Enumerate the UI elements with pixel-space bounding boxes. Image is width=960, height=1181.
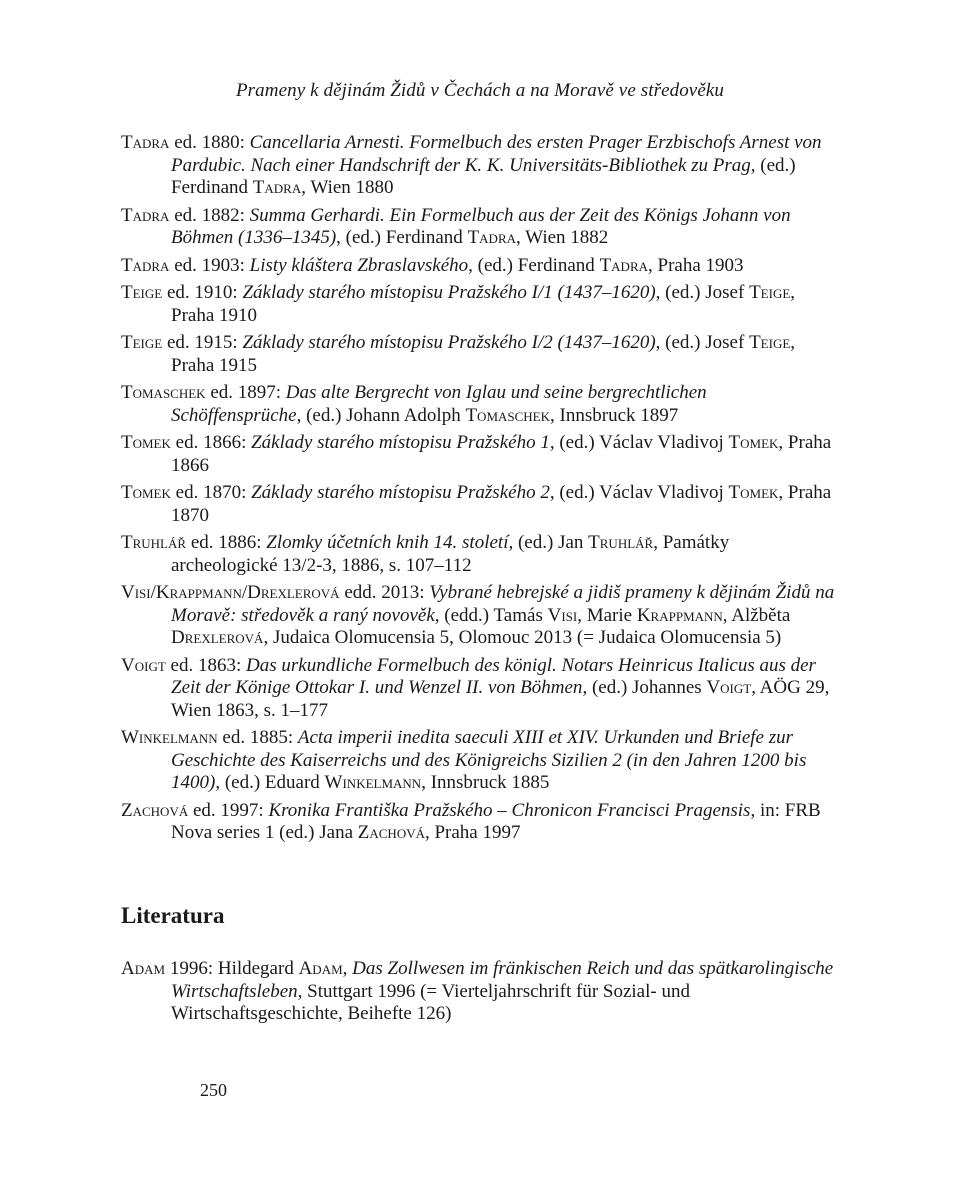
editor-name: Voigt [706,677,752,698]
entry-author: Teige [121,282,163,303]
entry-title: Das urkundliche Formelbuch des königl. Notars Heinricus Italicus aus der Zeit der Könige Ottokar I. und Wenzel II. von Böhmen [171,654,816,698]
entry-title: Základy starého místopisu Pražského I/2 (1437–1620) [242,332,656,353]
bib-entry: Teige ed. 1915: Základy starého místopisu Pražského I/2 (1437–1620), (ed.) Josef Teige, Praha 1915 [121,332,796,376]
editor-name: Drexlerová [171,627,264,648]
editor-name: Zachová [357,822,425,843]
editor-name: Krappmann [636,604,723,626]
entry-title: Acta imperii inedita saeculi XIII et XIV. Urkunden und Briefe zur Geschichte des Kaiserreichs und des Königreichs Sizilien 2 (in den Jahren 1200 bis 1400) [171,727,807,793]
page-number: 250 [200,1080,227,1100]
entry-title: Cancellaria Arnesti. Formelbuch des ersten Prager Erzbischofs Arnest von Pardubic. Nach einer Handschrift der K. K. Universitäts-Bibliothek zu Prag [171,132,822,176]
entry-title: Kronika Františka Pražského – Chronicon Francisci Pragensis [268,799,751,821]
editor-name: Truhlář [588,532,654,553]
entry-author: Teige [121,332,163,353]
bib-entry: Tomek ed. 1870: Základy starého místopisu Pražského 2, (ed.) Václav Vladivoj Tomek, Praha 1870 [121,482,832,526]
entry-title: Základy starého místopisu Pražského 1 [251,432,550,453]
section-heading: Literatura [121,903,225,928]
bib-entry: Zachová ed. 1997: Kronika Františka Pražského – Chronicon Francisci Pragensis, in: FRB Nova series 1 (ed.) Jana Zachová, Praha 1997 [121,799,821,843]
editor-name: Teige [749,282,791,303]
editor-name: Tadra [467,227,517,248]
bib-entry: Visi/Krappmann/Drexlerová edd. 2013: Vybrané hebrejské a jidiš prameny k dějinám Židů na Moravě: středověk a raný novověk, (edd.) Tamás Visi, Marie Krappmann, Alžběta Drexlerová, Judaica Olomucensia 5, Olomouc 2013 (= Judaica Olomucensia 5) [121,582,835,648]
bib-entry: Tomek ed. 1866: Základy starého místopisu Pražského 1, (ed.) Václav Vladivoj Tomek, Praha 1866 [121,432,832,476]
bib-entry: Truhlář ed. 1886: Zlomky účetních knih 14. století, (ed.) Jan Truhlář, Památky archeologické 13/2-3, 1886, s. 107–112 [121,532,730,576]
entry-author: Tadra [121,204,170,226]
bib-entry: Tomaschek ed. 1897: Das alte Bergrecht von Iglau und seine bergrechtlichen Schöffensprüche, (ed.) Johann Adolph Tomaschek, Innsbruck 1897 [121,382,707,426]
editor-name: Tadra [252,177,302,198]
editor-name: Tomek [728,432,779,453]
entry-author: Tadra [121,254,170,276]
editor-name: Tomek [728,482,779,503]
entry-author: Winkelmann [121,727,218,748]
entry-title: Základy starého místopisu Pražského 2 [251,482,550,503]
entry-author: Tomek [121,432,171,453]
bib-entry: Tadra ed. 1880: Cancellaria Arnesti. Formelbuch des ersten Prager Erzbischofs Arnest von Pardubic. Nach einer Handschrift der K. K. Universitäts-Bibliothek zu Prag, (ed.) Ferdinand Tadra, Wien 1880 [121,132,822,198]
bib-entry: Teige ed. 1910: Základy starého místopisu Pražského I/1 (1437–1620), (ed.) Josef Teige, Praha 1910 [121,282,796,326]
entry-author: Visi/Krappmann/Drexlerová [121,582,340,603]
editor-name: Tomaschek [465,404,551,426]
entry-title: Zlomky účetních knih 14. století [266,532,509,553]
entry-title: Vybrané hebrejské a jidiš prameny k dějinám Židů na Moravě: středověk a raný novověk [171,582,835,626]
sources-bibliography [121,132,836,850]
bib-entry: Voigt ed. 1863: Das urkundliche Formelbuch des königl. Notars Heinricus Italicus aus der Zeit der Könige Ottokar I. und Wenzel II. von Böhmen, (ed.) Johannes Voigt, AÖG 29, Wien 1863, s. 1–177 [121,654,830,721]
editor-name: Tadra [599,254,649,276]
entry-title: Listy kláštera Zbraslavského [249,254,469,276]
entry-author: Tadra [121,132,170,153]
running-head: Prameny k dějinám Židů v Čechách a na Moravě ve středověku [235,80,725,101]
entry-author: Adam [121,958,166,979]
bib-entry: Tadra ed. 1882: Summa Gerhardi. Ein Formelbuch aus der Zeit des Königs Johann von Böhmen (1336–1345), (ed.) Ferdinand Tadra, Wien 1882 [121,204,791,248]
entry-title: Základy starého místopisu Pražského I/1 (1437–1620) [242,282,656,303]
editor-name: Winkelmann [324,772,422,793]
entry-title: Das alte Bergrecht von Iglau und seine bergrechtlichen Schöffensprüche [171,382,707,426]
bib-entry: Tadra ed. 1903: Listy kláštera Zbraslavského, (ed.) Ferdinand Tadra, Praha 1903 [121,254,744,276]
entry-author: Tomaschek [121,382,206,403]
entry-author: Truhlář [121,532,187,553]
entry-author: Voigt [121,654,166,676]
editor-name: Visi [547,604,578,626]
entry-title: Summa Gerhardi. Ein Formelbuch aus der Zeit des Königs Johann von Böhmen (1336–1345) [171,204,791,248]
entry-title: Das Zollwesen im fränkischen Reich und das spätkarolingische Wirtschaftsleben [171,958,834,1002]
editor-name: Teige [749,332,791,353]
bib-entry: Adam 1996: Hildegard Adam, Das Zollwesen im fränkischen Reich und das spätkarolingische Wirtschaftsleben, Stuttgart 1996 (= Vierteljahrschrift für Sozial- und Wirtschaftsgeschichte, Beihefte 126) [121,958,834,1024]
entry-author: Tomek [121,482,171,503]
bib-entry: Winkelmann ed. 1885: Acta imperii inedita saeculi XIII et XIV. Urkunden und Briefe zur Geschichte des Kaiserreichs und des Königreichs Sizilien 2 (in den Jahren 1200 bis 1400), (ed.) Eduard Winkelmann, Innsbruck 1885 [121,727,807,793]
author-name: Adam [298,958,343,979]
entry-author: Zachová [121,799,189,821]
literature-bibliography [121,958,836,1031]
